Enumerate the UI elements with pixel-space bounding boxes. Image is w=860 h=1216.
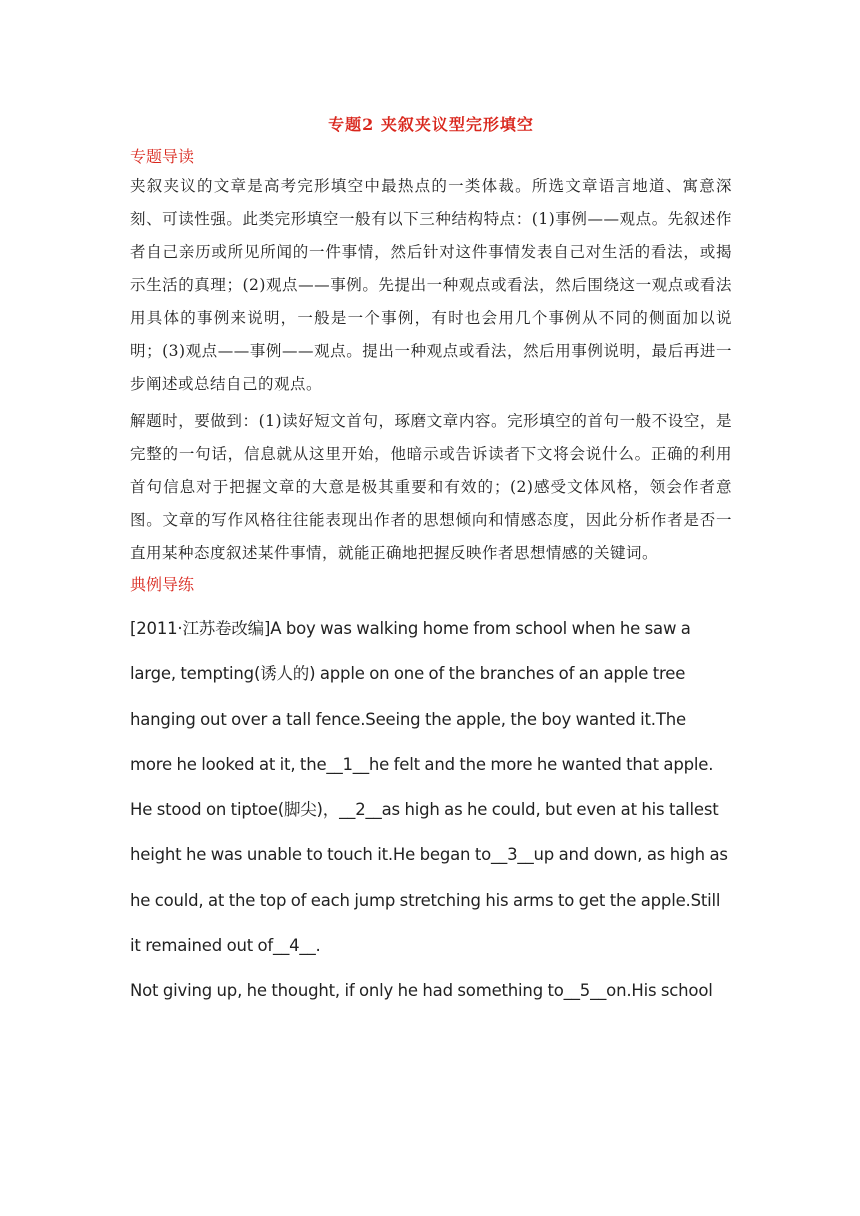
document-title: 专题2 夹叙夹议型完形填空: [328, 115, 534, 134]
example-paragraph-1: [2011·江苏卷改编]A boy was walking home from school when he saw a large, tempting(诱人的) apple on one of the branches of an apple tree hanging out over a tall fence.Seeing the apple, the boy wanted it.The more he looked at it, the__1__he felt and the more he wanted that apple.: [130, 619, 714, 774]
document-page: [130, 112, 732, 1014]
example-paragraph-2: He stood on tiptoe(脚尖)，__2__as high as he could, but even at his tallest height he was unable to touch it.He began to__3__up and down, as high as he could, at the top of each jump stretching his arms to get the apple.Still it remained out of__4__.: [130, 800, 728, 956]
section-heading-example: 典例导练: [130, 575, 195, 594]
section-heading-guide: 专题导读: [130, 147, 195, 166]
guide-paragraph-tips: 解题时，要做到：(1)读好短文首句，琢磨文章内容。完形填空的首句一般不设空，是完整的一句话，信息就从这里开始，他暗示或告诉读者下文将会说什么。正确的利用首句信息对于把握文章的大意是极其重要和有效的；(2)感受文体风格，领会作者意图。文章的写作风格往往能表现出作者的思想倾向和情感态度，因此分析作者是否一直用某种态度叙述某件事情，就能正确地把握反映作者思想情感的关键词。: [130, 412, 732, 562]
guide-paragraph-structure: 夹叙夹议的文章是高考完形填空中最热点的一类体裁。所选文章语言地道、寓意深刻、可读性强。此类完形填空一般有以下三种结构特点：(1)事例——观点。先叙述作者自己亲历或所见所闻的一件事情，然后针对这件事情发表自己对生活的看法，或揭示生活的真理；(2)观点——事例。先提出一种观点或看法，然后围绕这一观点或看法用具体的事例来说明，一般是一个事例，有时也会用几个事例从不同的侧面加以说明；(3)观点——事例——观点。提出一种观点或看法，然后用事例说明，最后再进一步阐述或总结自己的观点。: [130, 177, 732, 393]
example-paragraph-3: Not giving up, he thought, if only he had something to__5__on.His school: [130, 981, 713, 1001]
